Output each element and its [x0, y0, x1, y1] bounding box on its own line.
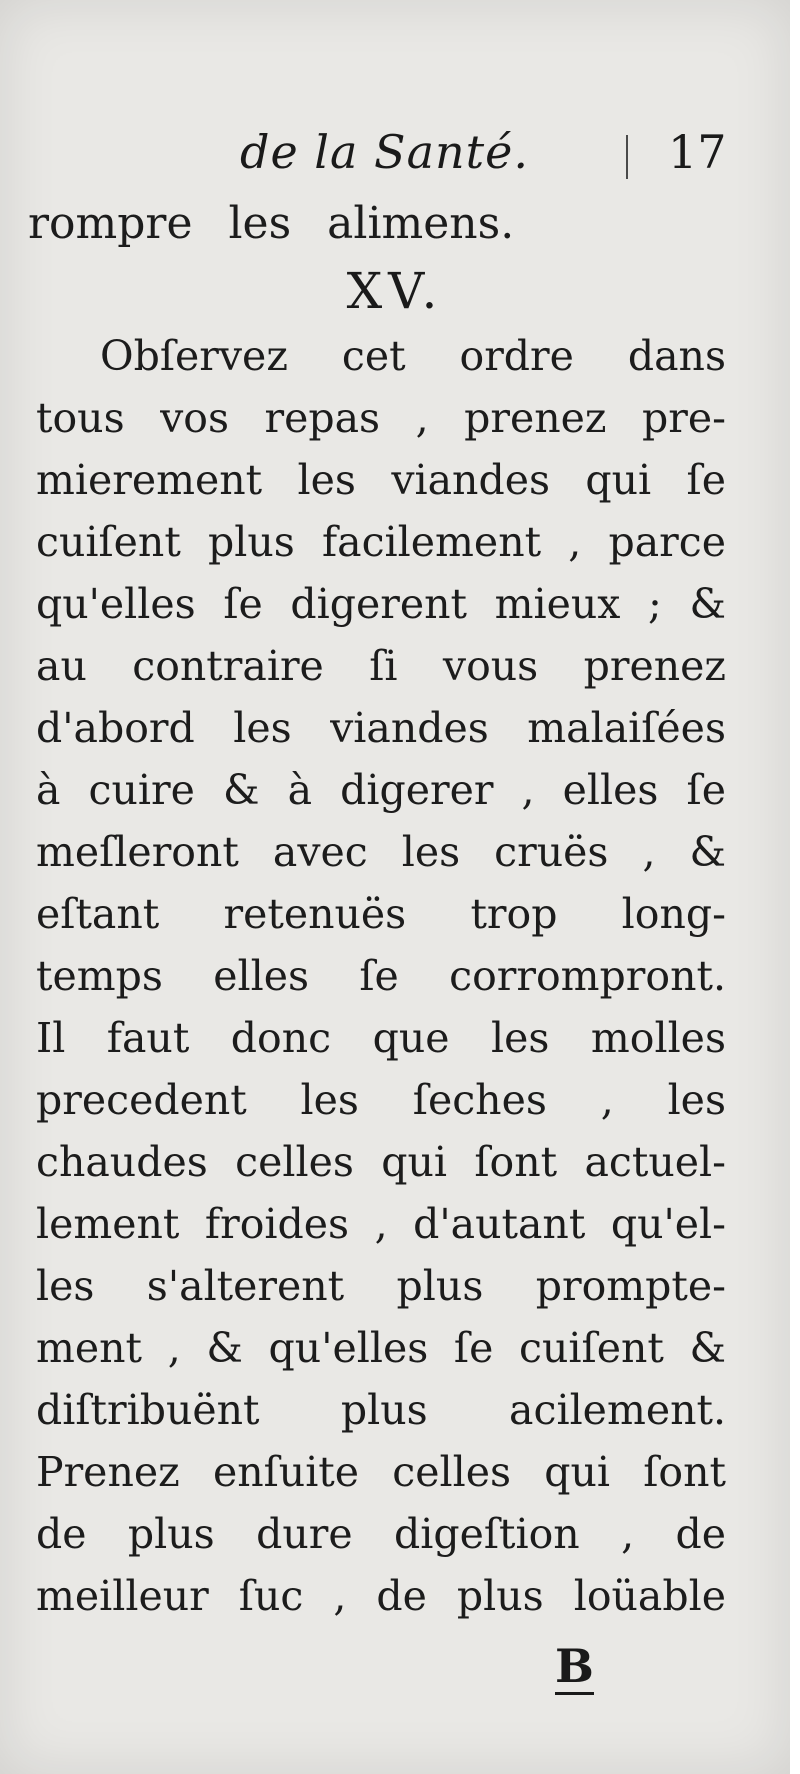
text-line: d'abord les viandes malaiſées — [36, 704, 726, 752]
running-head-title: de la Santé. — [240, 125, 529, 179]
text-line: qu'elles ſe digerent mieux ; & — [36, 580, 726, 628]
text-line: au contraire ſi vous prenez — [36, 642, 726, 690]
carry-over-line: rompre les alimens. — [28, 198, 515, 249]
text-line: Il faut donc que les molles — [36, 1014, 726, 1062]
text-line: Prenez enſuite celles qui ſont — [36, 1448, 726, 1496]
page-number: 17 — [668, 125, 727, 179]
signature-mark: B — [555, 1639, 594, 1693]
body-text — [36, 325, 726, 1627]
text-line: à cuire & à digerer , elles ſe — [36, 766, 726, 814]
page-edge — [790, 0, 800, 1774]
text-line: lement froides , d'autant qu'el- — [36, 1200, 726, 1248]
text-line: tous vos repas , prenez pre- — [36, 394, 726, 442]
text-line: precedent les ſeches , les — [36, 1076, 726, 1124]
text-line: de plus dure digeſtion , de — [36, 1510, 726, 1558]
text-line: mierement les viandes qui ſe — [36, 456, 726, 504]
text-line: meſleront avec les cruës , & — [36, 828, 726, 876]
text-line: meilleur ſuc , de plus loüable — [36, 1572, 726, 1620]
text-line: eſtant retenuës trop long- — [36, 890, 726, 938]
text-line: chaudes celles qui ſont actuel- — [36, 1138, 726, 1186]
running-head — [0, 125, 790, 185]
text-line: temps elles ſe corrompront. — [36, 952, 726, 1000]
text-line: cuiſent plus facilement , parce — [36, 518, 726, 566]
text-line: ment , & qu'elles ſe cuiſent & — [36, 1324, 726, 1372]
section-number: XV. — [346, 262, 444, 320]
text-line: les s'alterent plus prompte- — [36, 1262, 726, 1310]
text-line: Obſervez cet ordre dans — [100, 332, 726, 380]
running-head-divider — [626, 135, 628, 179]
text-line: diſtribuënt plus acilement. — [36, 1386, 726, 1434]
